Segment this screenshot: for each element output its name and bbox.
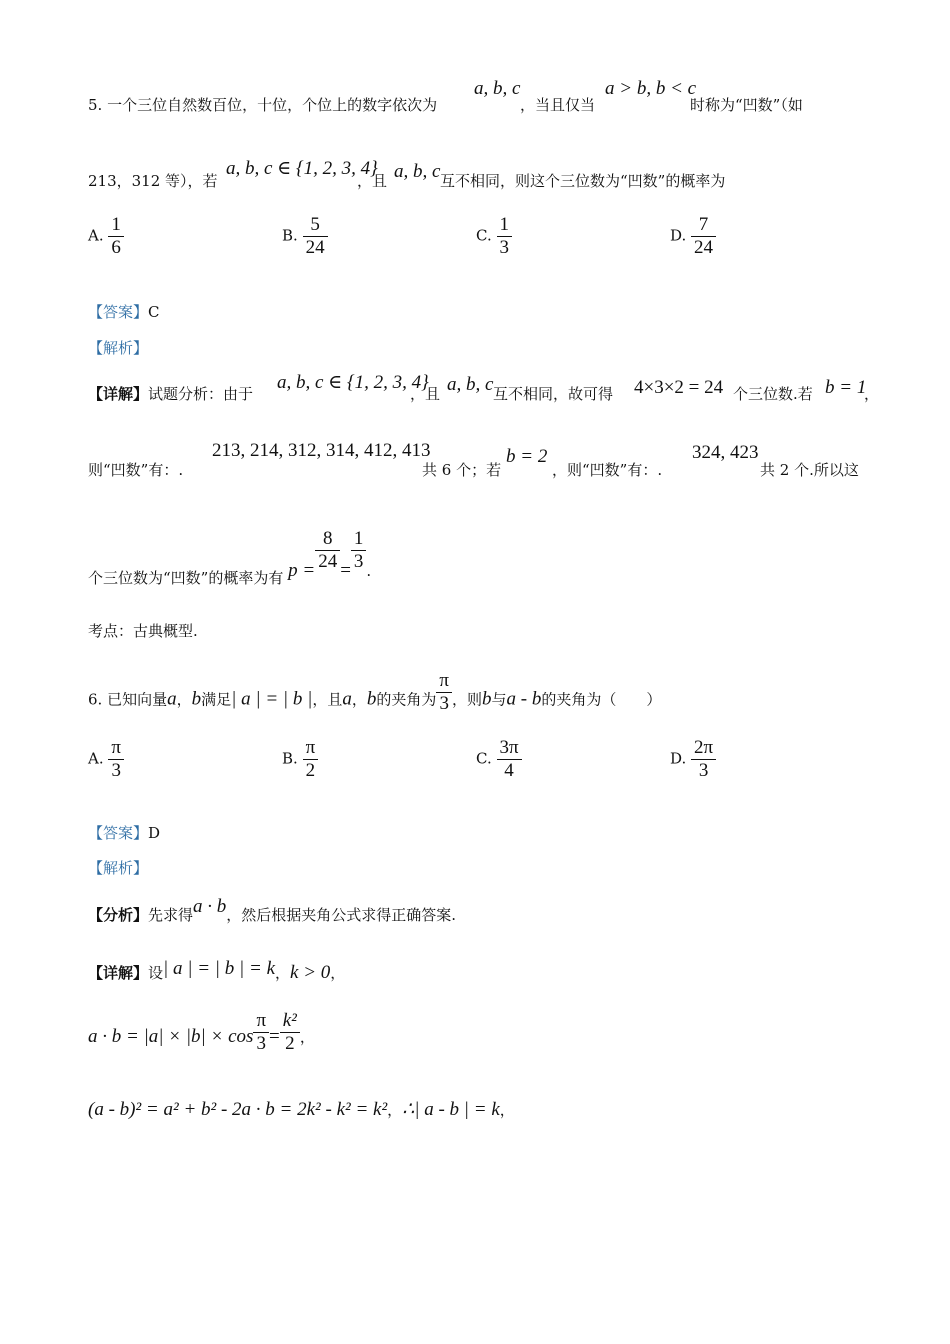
q5-d-text-d: 个三位数.若 — [733, 385, 813, 403]
q5-d-l3 — [88, 528, 372, 588]
q6-option-d[interactable] — [670, 737, 716, 782]
frac-den: 3 — [253, 1032, 269, 1055]
q5-line1 — [88, 94, 437, 115]
q6-option-b[interactable] — [282, 737, 318, 782]
q5-d-text-c: 互不相同，故可得 — [493, 385, 614, 403]
q5-d-list2: 324, 423 — [692, 442, 759, 463]
option-label: D. — [670, 226, 687, 245]
option-label: C. — [476, 226, 492, 245]
frac-den: 24 — [315, 550, 340, 573]
detail-text: 试题分析：由于 — [148, 385, 254, 403]
q5-d-l2-a: 则“凹数”有：. — [88, 461, 184, 479]
q5-kaodian: 考点：古典概型. — [88, 622, 198, 640]
q5-d-text-e: ， — [864, 385, 880, 403]
frac-den: 24 — [691, 236, 716, 259]
answer-value: C — [148, 303, 160, 321]
fenxi-tag: 【分析】 — [88, 906, 149, 924]
q5-option-d[interactable] — [670, 214, 716, 259]
q5-analysis-tag: 【解析】 — [88, 339, 149, 357]
q5-l2-text-c: 互不相同，则这个三位数为“凹数”的概率为 — [440, 172, 726, 190]
frac-num: 1 — [111, 214, 121, 235]
q6-stem-a: 6. 已知向量 — [88, 690, 168, 709]
q6-answer — [88, 822, 160, 843]
q6-stem-f: 与 — [491, 690, 507, 709]
eq2-text2: ∴| a - b | = k — [402, 1099, 500, 1120]
q5-d-l2-d: 共 2 个.所以这 — [760, 461, 859, 479]
q5-d-l2-b: 共 6 个；若 — [422, 461, 502, 479]
frac-den: 4 — [497, 759, 522, 782]
option-label: A. — [88, 749, 104, 768]
option-label: B. — [282, 749, 298, 768]
eq1-eq: = — [269, 1026, 280, 1048]
option-label: C. — [476, 749, 492, 768]
frac-num: k² — [282, 1010, 297, 1031]
frac-num: π — [439, 670, 449, 691]
q5-answer — [88, 301, 160, 322]
q5-option-b[interactable] — [282, 214, 328, 259]
option-fraction — [497, 214, 513, 259]
frac-den: 6 — [108, 236, 124, 259]
frac-num: π — [256, 1010, 267, 1031]
detail-tag: 【详解】 — [88, 964, 149, 982]
detail-abs: | a | = | b | = k — [163, 958, 275, 979]
q5-d-list1: 213, 214, 312, 314, 412, 413 — [212, 440, 431, 461]
option-label: B. — [282, 226, 298, 245]
detail-end: ， — [330, 964, 346, 982]
frac-den: 3 — [351, 550, 367, 573]
q5-l2-text-a: 213，312 等），若 — [88, 172, 218, 190]
frac-den: 3 — [497, 236, 513, 259]
q6-eq2 — [88, 1098, 515, 1121]
option-fraction — [108, 737, 124, 782]
eq1-end: ， — [299, 1028, 315, 1047]
option-label: D. — [670, 749, 687, 768]
prob-frac-2 — [351, 528, 367, 573]
detail-sep: ， — [275, 964, 291, 982]
q6-m-b: b — [191, 688, 202, 710]
prob-p: p = — [288, 560, 316, 582]
q6-sep: ， — [176, 690, 192, 709]
detail-tag: 【详解】 — [88, 385, 149, 403]
prob-end: . — [366, 562, 372, 581]
detail-text-a: 设 — [148, 964, 164, 982]
frac-num: 1 — [499, 214, 509, 235]
q6-option-a[interactable] — [88, 737, 124, 782]
frac-num: 7 — [698, 214, 709, 235]
q5-l1-text-b: ，当且仅当 — [520, 96, 596, 114]
prob-frac-1 — [315, 528, 340, 573]
q5-l1-cond: a > b, b < c — [605, 78, 697, 99]
q6-stem — [88, 670, 662, 723]
eq2-end: ， — [499, 1101, 515, 1119]
q6-m-a: a — [167, 688, 177, 710]
q5-l1-text-c: 时称为“凹数”（如 — [690, 96, 803, 114]
q5-option-c[interactable] — [476, 214, 512, 259]
prob-eq: = — [340, 560, 351, 582]
q6-stem-e: ，则 — [451, 690, 482, 709]
option-fraction — [691, 214, 716, 259]
q6-sep2: ， — [351, 690, 367, 709]
fenxi-text-b: ，然后根据夹角公式求得正确答案. — [226, 906, 457, 924]
q6-option-c[interactable] — [476, 737, 522, 782]
detail-k: k > 0 — [290, 962, 331, 983]
option-fraction — [108, 214, 124, 259]
option-fraction — [497, 737, 522, 782]
eq2-text: (a - b)² = a² + b² - 2a · b = 2k² - k² = k² — [88, 1099, 388, 1120]
q5-d-count: 4×3×2 = 24 — [634, 377, 724, 398]
q6-detail — [88, 958, 346, 984]
q5-d-abc: a, b, c — [447, 374, 494, 395]
q6-analysis-tag: 【解析】 — [88, 859, 149, 877]
q6-eq1 — [88, 1010, 315, 1055]
answer-tag: 【答案】 — [88, 824, 149, 842]
q5-l1-abc: a, b, c — [474, 78, 521, 99]
q5-option-a[interactable] — [88, 214, 124, 259]
frac-den: 2 — [280, 1032, 300, 1055]
eq1-lhs: a · b = |a| × |b| × cos — [88, 1026, 254, 1048]
eq1-pi-frac — [253, 1010, 269, 1055]
frac-num: 5 — [310, 214, 320, 235]
q6-m-amb: a - b — [506, 688, 542, 710]
frac-den: 3 — [436, 692, 452, 715]
option-label: A. — [88, 226, 104, 245]
frac-num: 2π — [694, 737, 714, 758]
q6-m-a2: a — [342, 688, 352, 710]
q6-m-b2: b — [366, 688, 377, 710]
q6-stem-d: 的夹角为 — [376, 690, 437, 709]
fenxi-text-a: 先求得 — [148, 906, 194, 924]
q5-l1-text-a: 5. 一个三位自然数百位，十位，个位上的数字依次为 — [88, 96, 438, 114]
q5-detail-l1 — [88, 383, 253, 404]
q6-m-abs: | a | = | b | — [231, 688, 313, 710]
q6-fenxi — [88, 896, 457, 926]
frac-den: 24 — [303, 236, 328, 259]
q5-d-b2: b = 2 — [506, 446, 548, 467]
answer-tag: 【答案】 — [88, 303, 149, 321]
frac-num: 8 — [322, 528, 333, 549]
q6-stem-b: 满足 — [201, 690, 232, 709]
frac-num: π — [111, 737, 121, 758]
detail-l3-text: 个三位数为“凹数”的概率为有 — [88, 569, 284, 588]
eq1-k-frac — [280, 1010, 300, 1055]
frac-den: 3 — [691, 759, 716, 782]
frac-num: 1 — [353, 528, 364, 549]
q5-d-l2-c: ，则“凹数”有：. — [552, 461, 663, 479]
q5-d-b1: b = 1 — [825, 377, 867, 398]
q5-l2-abc: a, b, c — [394, 161, 441, 182]
frac-num: π — [305, 737, 316, 758]
q6-angle-frac — [436, 670, 452, 715]
option-fraction — [303, 214, 328, 259]
q5-d-set: a, b, c ∈ {1, 2, 3, 4} — [277, 372, 429, 393]
q5-l2-set: a, b, c ∈ {1, 2, 3, 4} — [226, 158, 378, 179]
q6-stem-g: 的夹角为（ ） — [541, 690, 662, 709]
option-fraction — [303, 737, 319, 782]
q5-l2-text-b: ，且 — [357, 172, 388, 190]
answer-value: D — [148, 824, 161, 842]
q6-stem-c: ，且 — [312, 690, 343, 709]
frac-den: 2 — [303, 759, 319, 782]
option-fraction — [691, 737, 716, 782]
frac-num: 3π — [499, 737, 519, 758]
eq2-sep: ， — [387, 1101, 403, 1119]
fenxi-math: a · b — [193, 896, 227, 917]
q6-m-b3: b — [482, 688, 492, 710]
frac-den: 3 — [108, 759, 124, 782]
q5-d-text-b: ，且 — [410, 385, 441, 403]
